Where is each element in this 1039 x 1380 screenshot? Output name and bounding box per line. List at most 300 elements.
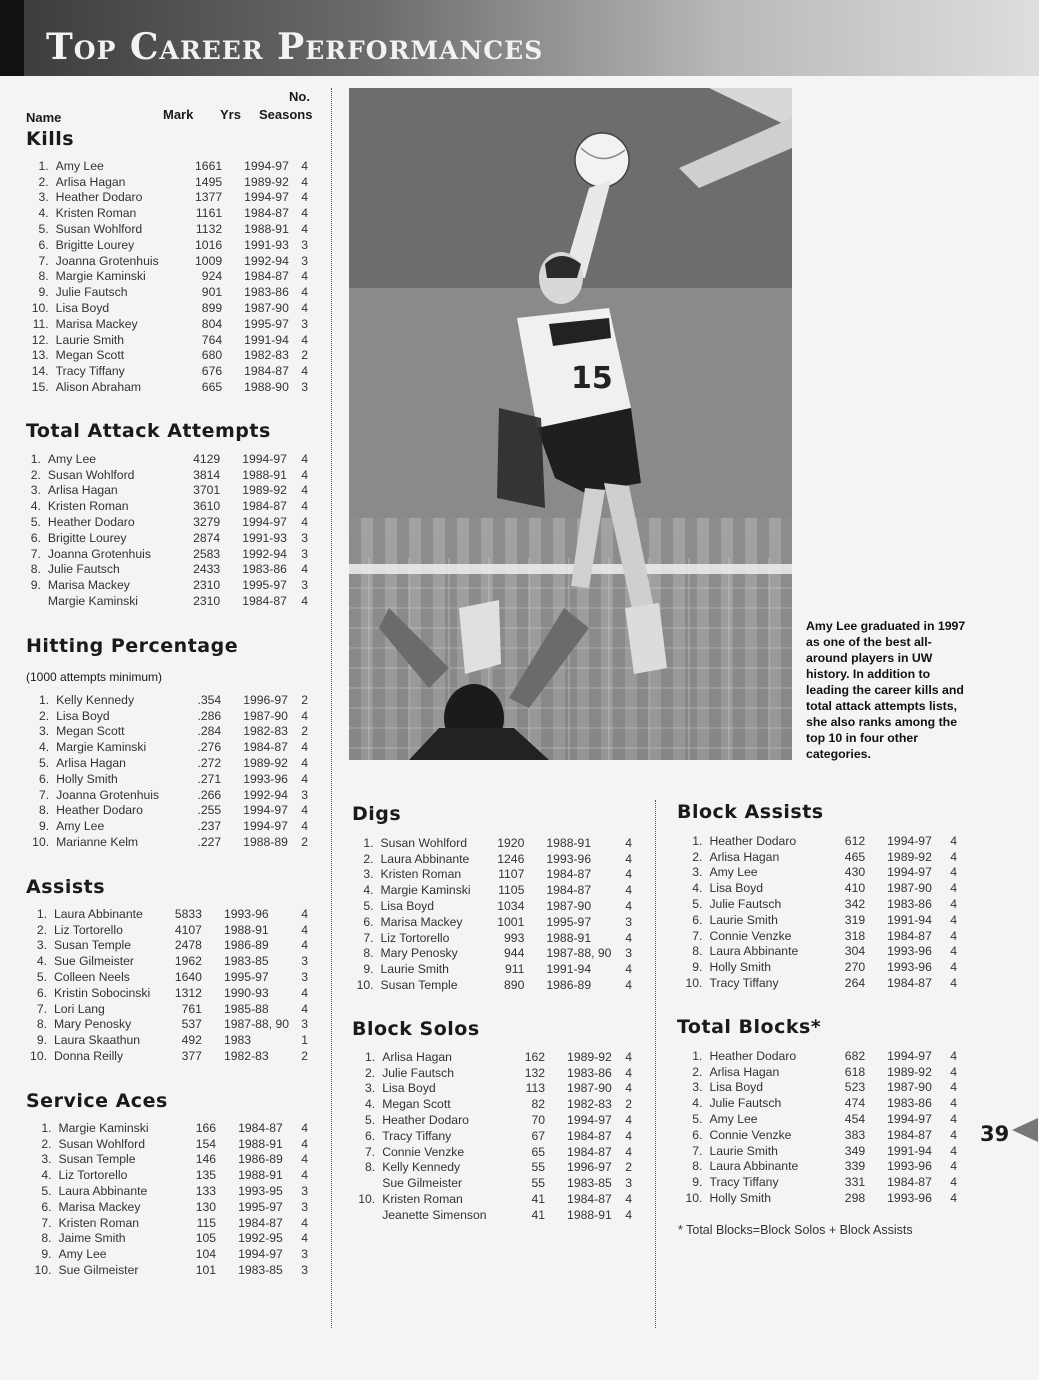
name-cell: Jaime Smith: [58, 1231, 126, 1246]
mark-cell: .266: [197, 787, 222, 802]
rank-cell: 3.: [365, 1081, 376, 1096]
years-cell: 1983: [223, 1033, 252, 1048]
years-cell: 1988-90: [244, 380, 289, 395]
table-row: [26, 467, 308, 483]
mark-cell: 899: [201, 301, 223, 316]
mark-cell: 3279: [193, 515, 221, 530]
name-cell: Lisa Boyd: [709, 881, 763, 896]
mark-cell: 113: [525, 1081, 546, 1096]
table-row: [26, 803, 308, 819]
header-mark: Mark: [163, 107, 194, 122]
years-cell: 1983-85: [567, 1176, 612, 1191]
rank-cell: 13.: [31, 348, 49, 363]
name-cell: Megan Scott: [56, 724, 125, 739]
table-row: [26, 1136, 308, 1152]
rank-cell: 12.: [31, 332, 49, 347]
seasons-cell: 4: [950, 944, 957, 959]
seasons-cell: 4: [950, 960, 957, 975]
name-cell: Susan Temple: [58, 1152, 136, 1167]
years-cell: 1996-97: [243, 692, 288, 707]
seasons-cell: 4: [625, 1207, 632, 1222]
rank-cell: 8.: [41, 1231, 52, 1246]
name-cell: Laura Abbinante: [380, 851, 470, 866]
rank-cell: 7.: [365, 1144, 376, 1159]
table-row: [26, 692, 308, 708]
rank-cell: 3.: [36, 938, 47, 953]
table-row: [677, 1127, 957, 1143]
rank-cell: 3.: [692, 865, 703, 880]
name-cell: Laura Abbinante: [709, 944, 799, 959]
name-cell: Laura Abbinante: [58, 1184, 148, 1199]
name-cell: Kristen Roman: [382, 1192, 463, 1207]
name-cell: Holly Smith: [709, 1191, 772, 1206]
rank-cell: 1.: [692, 833, 703, 848]
years-cell: 1989-92: [567, 1049, 612, 1064]
name-cell: Laurie Smith: [55, 332, 125, 347]
table-row: [352, 977, 632, 993]
seasons-cell: 4: [950, 976, 957, 991]
mark-cell: 4129: [193, 451, 221, 466]
rank-cell: [352, 1207, 382, 1223]
table-row: [352, 914, 632, 930]
years-cell: 1984-87: [243, 740, 288, 755]
name-cell: Tracy Tiffany: [709, 1175, 779, 1190]
table-row: [26, 724, 308, 740]
table-row: [26, 562, 308, 578]
mark-cell: 82: [531, 1097, 546, 1112]
stats-table-total-blocks: [677, 1048, 957, 1206]
years-cell: 1989-92: [887, 849, 932, 864]
years-cell: 1988-91: [567, 1207, 612, 1222]
name-cell: Laurie Smith: [709, 912, 778, 927]
table-row: [352, 930, 632, 946]
table-row: [26, 1231, 308, 1247]
seasons-cell: 4: [301, 467, 308, 482]
mark-cell: 2433: [193, 562, 221, 577]
table-row: [26, 1017, 308, 1033]
mark-cell: 993: [504, 930, 525, 945]
years-cell: 1983-86: [887, 897, 932, 912]
table-row: [26, 755, 308, 771]
table-row: [352, 961, 632, 977]
mark-cell: .255: [197, 803, 222, 818]
mark-cell: 2478: [174, 938, 202, 953]
seasons-cell: 3: [301, 787, 308, 802]
mark-cell: .284: [197, 724, 222, 739]
rank-cell: 1.: [36, 906, 47, 921]
seasons-cell: 4: [301, 190, 308, 205]
mark-cell: 1377: [195, 190, 223, 205]
seasons-cell: 4: [950, 1175, 957, 1190]
years-cell: 1983-86: [242, 562, 287, 577]
rank-cell: 2.: [38, 174, 49, 189]
rank-cell: 10.: [32, 835, 50, 850]
table-row: [26, 237, 308, 253]
years-cell: 1986-89: [238, 1152, 283, 1167]
table-row: [352, 1096, 632, 1112]
seasons-cell: 3: [301, 1263, 308, 1278]
rank-cell: 3.: [41, 1152, 52, 1167]
seasons-cell: 4: [301, 819, 308, 834]
name-cell: Connie Venzke: [382, 1144, 465, 1159]
mark-cell: 474: [844, 1096, 866, 1111]
name-cell: Margie Kaminski: [58, 1120, 149, 1135]
mark-cell: .271: [197, 771, 222, 786]
mark-cell: 162: [524, 1049, 546, 1064]
years-cell: 1987-90: [887, 881, 932, 896]
years-cell: 1988-91: [238, 1168, 283, 1183]
rank-cell: 4.: [38, 740, 50, 755]
seasons-cell: 3: [625, 1176, 632, 1191]
mark-cell: 1105: [498, 883, 525, 898]
seasons-cell: 4: [301, 483, 308, 498]
rank-cell: 3.: [38, 190, 49, 205]
seasons-cell: 4: [625, 1192, 632, 1207]
rank-cell: 1.: [41, 1120, 52, 1135]
rank-cell: 1.: [38, 692, 50, 707]
column-divider-right: [655, 800, 656, 1328]
rank-cell: 1.: [363, 835, 374, 850]
rank-cell: 2.: [692, 849, 703, 864]
rank-cell: 7.: [38, 787, 50, 802]
years-cell: 1987-88, 90: [223, 1017, 290, 1032]
rank-cell: 6.: [30, 530, 41, 545]
seasons-cell: 4: [950, 928, 957, 943]
table-row: [26, 771, 308, 787]
table-row: [26, 1120, 308, 1136]
mark-cell: 911: [504, 962, 525, 977]
seasons-cell: 4: [301, 451, 308, 466]
name-cell: Liz Tortorello: [58, 1168, 128, 1183]
years-cell: 1995-97: [242, 578, 287, 593]
mark-cell: 41: [531, 1207, 546, 1222]
section-title-block-assists: Block Assists: [677, 801, 824, 823]
seasons-cell: 3: [301, 1247, 308, 1262]
seasons-cell: 3: [301, 578, 308, 593]
years-cell: 1991-94: [546, 962, 592, 977]
rank-cell: 4.: [363, 883, 374, 898]
rank-cell: 2.: [36, 922, 47, 937]
table-row: [26, 498, 308, 514]
name-cell: Laura Abbinante: [709, 1159, 799, 1174]
years-cell: 1983-86: [244, 285, 289, 300]
seasons-cell: 4: [301, 515, 308, 530]
mark-cell: 133: [195, 1184, 217, 1199]
table-row: [352, 882, 632, 898]
section-title-assists: Assists: [26, 876, 106, 898]
mark-cell: 264: [844, 976, 866, 991]
seasons-cell: 2: [625, 1160, 632, 1175]
name-cell: Arlisa Hagan: [56, 756, 126, 771]
rank-cell: 8.: [36, 1017, 47, 1032]
seasons-cell: 4: [950, 865, 957, 880]
seasons-cell: 4: [625, 1113, 632, 1128]
seasons-cell: 4: [625, 883, 632, 898]
rank-cell: 7.: [692, 1143, 703, 1158]
rank-cell: 7.: [36, 1001, 47, 1016]
name-cell: Arlisa Hagan: [709, 849, 780, 864]
seasons-cell: 4: [950, 1159, 957, 1174]
rank-cell: 4.: [692, 881, 703, 896]
seasons-cell: 4: [950, 1096, 957, 1111]
table-row: [677, 1190, 957, 1206]
table-row: [26, 269, 308, 285]
mark-cell: 890: [504, 978, 525, 993]
name-cell: Megan Scott: [55, 348, 125, 363]
table-row: [352, 1160, 632, 1176]
seasons-cell: 4: [950, 1127, 957, 1142]
seasons-cell: 4: [301, 1168, 308, 1183]
rank-cell: 8.: [30, 562, 41, 577]
table-row: [352, 1144, 632, 1160]
mark-cell: 3701: [193, 483, 221, 498]
table-row: [677, 1080, 957, 1096]
years-cell: 1992-94: [243, 787, 288, 802]
rank-cell: 9.: [692, 960, 703, 975]
rank-cell: 6.: [41, 1199, 52, 1214]
years-cell: 1985-88: [223, 1001, 269, 1016]
volleyball-photo: [349, 88, 792, 760]
seasons-cell: 4: [625, 1144, 632, 1159]
seasons-cell: 4: [625, 1049, 632, 1064]
name-cell: Margie Kaminski: [56, 740, 147, 755]
table-row: [26, 530, 308, 546]
name-cell: Heather Dodaro: [56, 803, 143, 818]
seasons-cell: 2: [301, 348, 308, 363]
seasons-cell: 4: [950, 1143, 957, 1158]
seasons-cell: 4: [625, 867, 632, 882]
rank-cell: 9.: [38, 285, 49, 300]
section-title-aces: Service Aces: [26, 1090, 168, 1112]
table-row: [26, 577, 308, 593]
seasons-cell: 4: [625, 930, 632, 945]
mark-cell: 2874: [193, 530, 221, 545]
page-arrow-icon: [1012, 1118, 1038, 1142]
mark-cell: 537: [181, 1017, 202, 1032]
years-cell: 1987-90: [244, 301, 289, 316]
years-cell: 1993-96: [223, 906, 269, 921]
name-cell: Julie Fautsch: [709, 1096, 782, 1111]
rank-cell: 2.: [365, 1065, 376, 1080]
mark-cell: 682: [844, 1048, 866, 1063]
mark-cell: .354: [197, 692, 222, 707]
rank-cell: 4.: [36, 954, 47, 969]
rank-cell: 4.: [692, 1096, 703, 1111]
years-cell: 1988-91: [238, 1136, 283, 1151]
mark-cell: 342: [844, 897, 866, 912]
rank-cell: 8.: [363, 946, 374, 961]
name-cell: Margie Kaminski: [380, 883, 471, 898]
rank-cell: 1.: [38, 158, 49, 173]
table-row: [677, 833, 957, 849]
years-cell: 1994-97: [567, 1113, 612, 1128]
section-title-digs: Digs: [352, 803, 402, 825]
seasons-cell: 4: [625, 835, 632, 850]
name-cell: Susan Temple: [380, 978, 458, 993]
rank-cell: 7.: [38, 253, 49, 268]
rank-cell: 14.: [31, 364, 49, 379]
years-cell: 1988-89: [243, 835, 288, 850]
years-cell: 1993-96: [887, 1159, 932, 1174]
table-row: [26, 316, 308, 332]
name-cell: Susan Wohlford: [380, 835, 468, 850]
table-row: [677, 865, 957, 881]
rank-cell: 6.: [692, 912, 703, 927]
years-cell: 1982-83: [244, 348, 289, 363]
mark-cell: 2310: [193, 578, 221, 593]
seasons-cell: 4: [301, 301, 308, 316]
rank-cell: 4.: [30, 499, 41, 514]
mark-cell: .286: [197, 708, 222, 723]
rank-cell: 6.: [38, 771, 50, 786]
seasons-cell: 3: [301, 380, 308, 395]
mark-cell: 104: [195, 1247, 217, 1262]
rank-cell: 6.: [692, 1127, 703, 1142]
table-row: [352, 1128, 632, 1144]
rank-cell: 6.: [38, 237, 49, 252]
name-cell: Marisa Mackey: [55, 316, 138, 331]
rank-cell: 10.: [30, 1049, 47, 1064]
table-row: [26, 284, 308, 300]
seasons-cell: 4: [625, 899, 632, 914]
rank-cell: 9.: [692, 1175, 703, 1190]
rank-cell: 3.: [38, 724, 50, 739]
mark-cell: 1312: [174, 985, 202, 1000]
table-row: [677, 1174, 957, 1190]
seasons-cell: 3: [301, 253, 308, 268]
name-cell: Heather Dodaro: [709, 833, 797, 848]
table-row: [26, 922, 308, 938]
volleyball-player-illustration: [349, 88, 792, 760]
seasons-cell: 4: [301, 222, 308, 237]
name-cell: Sue Gilmeister: [58, 1263, 139, 1278]
seasons-cell: 4: [625, 962, 632, 977]
mark-cell: 410: [844, 881, 866, 896]
mark-cell: 319: [844, 912, 866, 927]
seasons-cell: 2: [625, 1097, 632, 1112]
name-cell: Margie Kaminski: [55, 269, 146, 284]
mark-cell: 2583: [193, 546, 221, 561]
section-title-total-blocks: Total Blocks*: [677, 1016, 822, 1038]
table-row: [677, 928, 957, 944]
table-row: [26, 363, 308, 379]
name-cell: Joanna Grotenhuis: [55, 253, 159, 268]
name-cell: Lisa Boyd: [709, 1080, 763, 1095]
years-cell: 1991-94: [887, 912, 932, 927]
table-row: [26, 205, 308, 221]
seasons-cell: 4: [301, 562, 308, 577]
name-cell: Marisa Mackey: [58, 1199, 141, 1214]
rank-cell: 5.: [30, 515, 41, 530]
rank-cell: 4.: [365, 1097, 376, 1112]
years-cell: 1990-93: [223, 985, 269, 1000]
table-row: [26, 708, 308, 724]
years-cell: 1983-85: [238, 1263, 283, 1278]
years-cell: 1991-93: [242, 530, 287, 545]
rank-cell: 5.: [38, 756, 50, 771]
rank-cell: 6.: [363, 914, 374, 929]
page-title: Top Career Performances: [46, 26, 544, 68]
name-cell: Lisa Boyd: [55, 301, 110, 316]
name-cell: Marisa Mackey: [380, 914, 463, 929]
name-cell: Connie Venzke: [709, 928, 792, 943]
rank-cell: 8.: [38, 269, 49, 284]
table-row: [26, 332, 308, 348]
rank-cell: 9.: [36, 1033, 47, 1048]
table-row: [26, 483, 308, 499]
name-cell: Colleen Neels: [54, 970, 130, 985]
years-cell: 1982-83: [223, 1049, 269, 1064]
mark-cell: 101: [195, 1263, 217, 1278]
mark-cell: 924: [201, 269, 223, 284]
rank-cell: 9.: [30, 578, 41, 593]
table-row: [26, 906, 308, 922]
name-cell: Donna Reilly: [54, 1049, 124, 1064]
mark-cell: 1962: [174, 954, 202, 969]
years-cell: 1992-95: [238, 1231, 283, 1246]
name-cell: Julie Fautsch: [47, 562, 120, 577]
mark-cell: 377: [181, 1049, 202, 1064]
name-cell: Tracy Tiffany: [382, 1128, 452, 1143]
seasons-cell: 3: [301, 1199, 308, 1214]
rank-cell: 1.: [30, 451, 41, 466]
seasons-cell: 4: [301, 285, 308, 300]
seasons-cell: 4: [950, 881, 957, 896]
rank-cell: 5.: [41, 1184, 52, 1199]
name-cell: Laurie Smith: [709, 1143, 778, 1158]
table-row: [26, 953, 308, 969]
years-cell: 1984-87: [244, 269, 289, 284]
seasons-cell: 4: [950, 1048, 957, 1063]
rank-cell: 6.: [365, 1128, 376, 1143]
years-cell: 1994-97: [238, 1247, 283, 1262]
table-row: [26, 221, 308, 237]
name-cell: Holly Smith: [56, 771, 118, 786]
table-row: [352, 898, 632, 914]
mark-cell: .276: [197, 740, 222, 755]
table-row: [352, 1191, 632, 1207]
rank-cell: 10.: [356, 978, 374, 993]
stats-table-attack: [26, 451, 308, 609]
seasons-cell: 4: [301, 206, 308, 221]
table-row: [677, 880, 957, 896]
rank-cell: 7.: [41, 1215, 52, 1230]
mark-cell: 1920: [497, 835, 525, 850]
seasons-cell: 4: [301, 158, 308, 173]
rank-cell: 1.: [365, 1049, 376, 1064]
name-cell: Heather Dodaro: [47, 515, 135, 530]
mark-cell: 761: [181, 1001, 202, 1016]
years-cell: 1994-97: [887, 865, 932, 880]
svg-text:15: 15: [571, 361, 613, 396]
years-cell: 1982-83: [567, 1097, 612, 1112]
years-cell: 1984-87: [244, 364, 289, 379]
years-cell: 1991-94: [244, 332, 289, 347]
years-cell: 1987-90: [243, 708, 288, 723]
years-cell: 1986-89: [223, 938, 269, 953]
rank-cell: 8.: [365, 1160, 376, 1175]
stats-table-solos: [352, 1049, 632, 1223]
table-row: [26, 514, 308, 530]
name-cell: Lori Lang: [54, 1001, 105, 1016]
mark-cell: 1495: [195, 174, 223, 189]
name-cell: Joanna Grotenhuis: [56, 787, 160, 802]
table-row: [352, 1175, 632, 1191]
name-cell: Amy Lee: [55, 158, 104, 173]
rank-cell: 5.: [365, 1113, 376, 1128]
table-row: [26, 1246, 308, 1262]
stats-table-aces: [26, 1120, 308, 1278]
